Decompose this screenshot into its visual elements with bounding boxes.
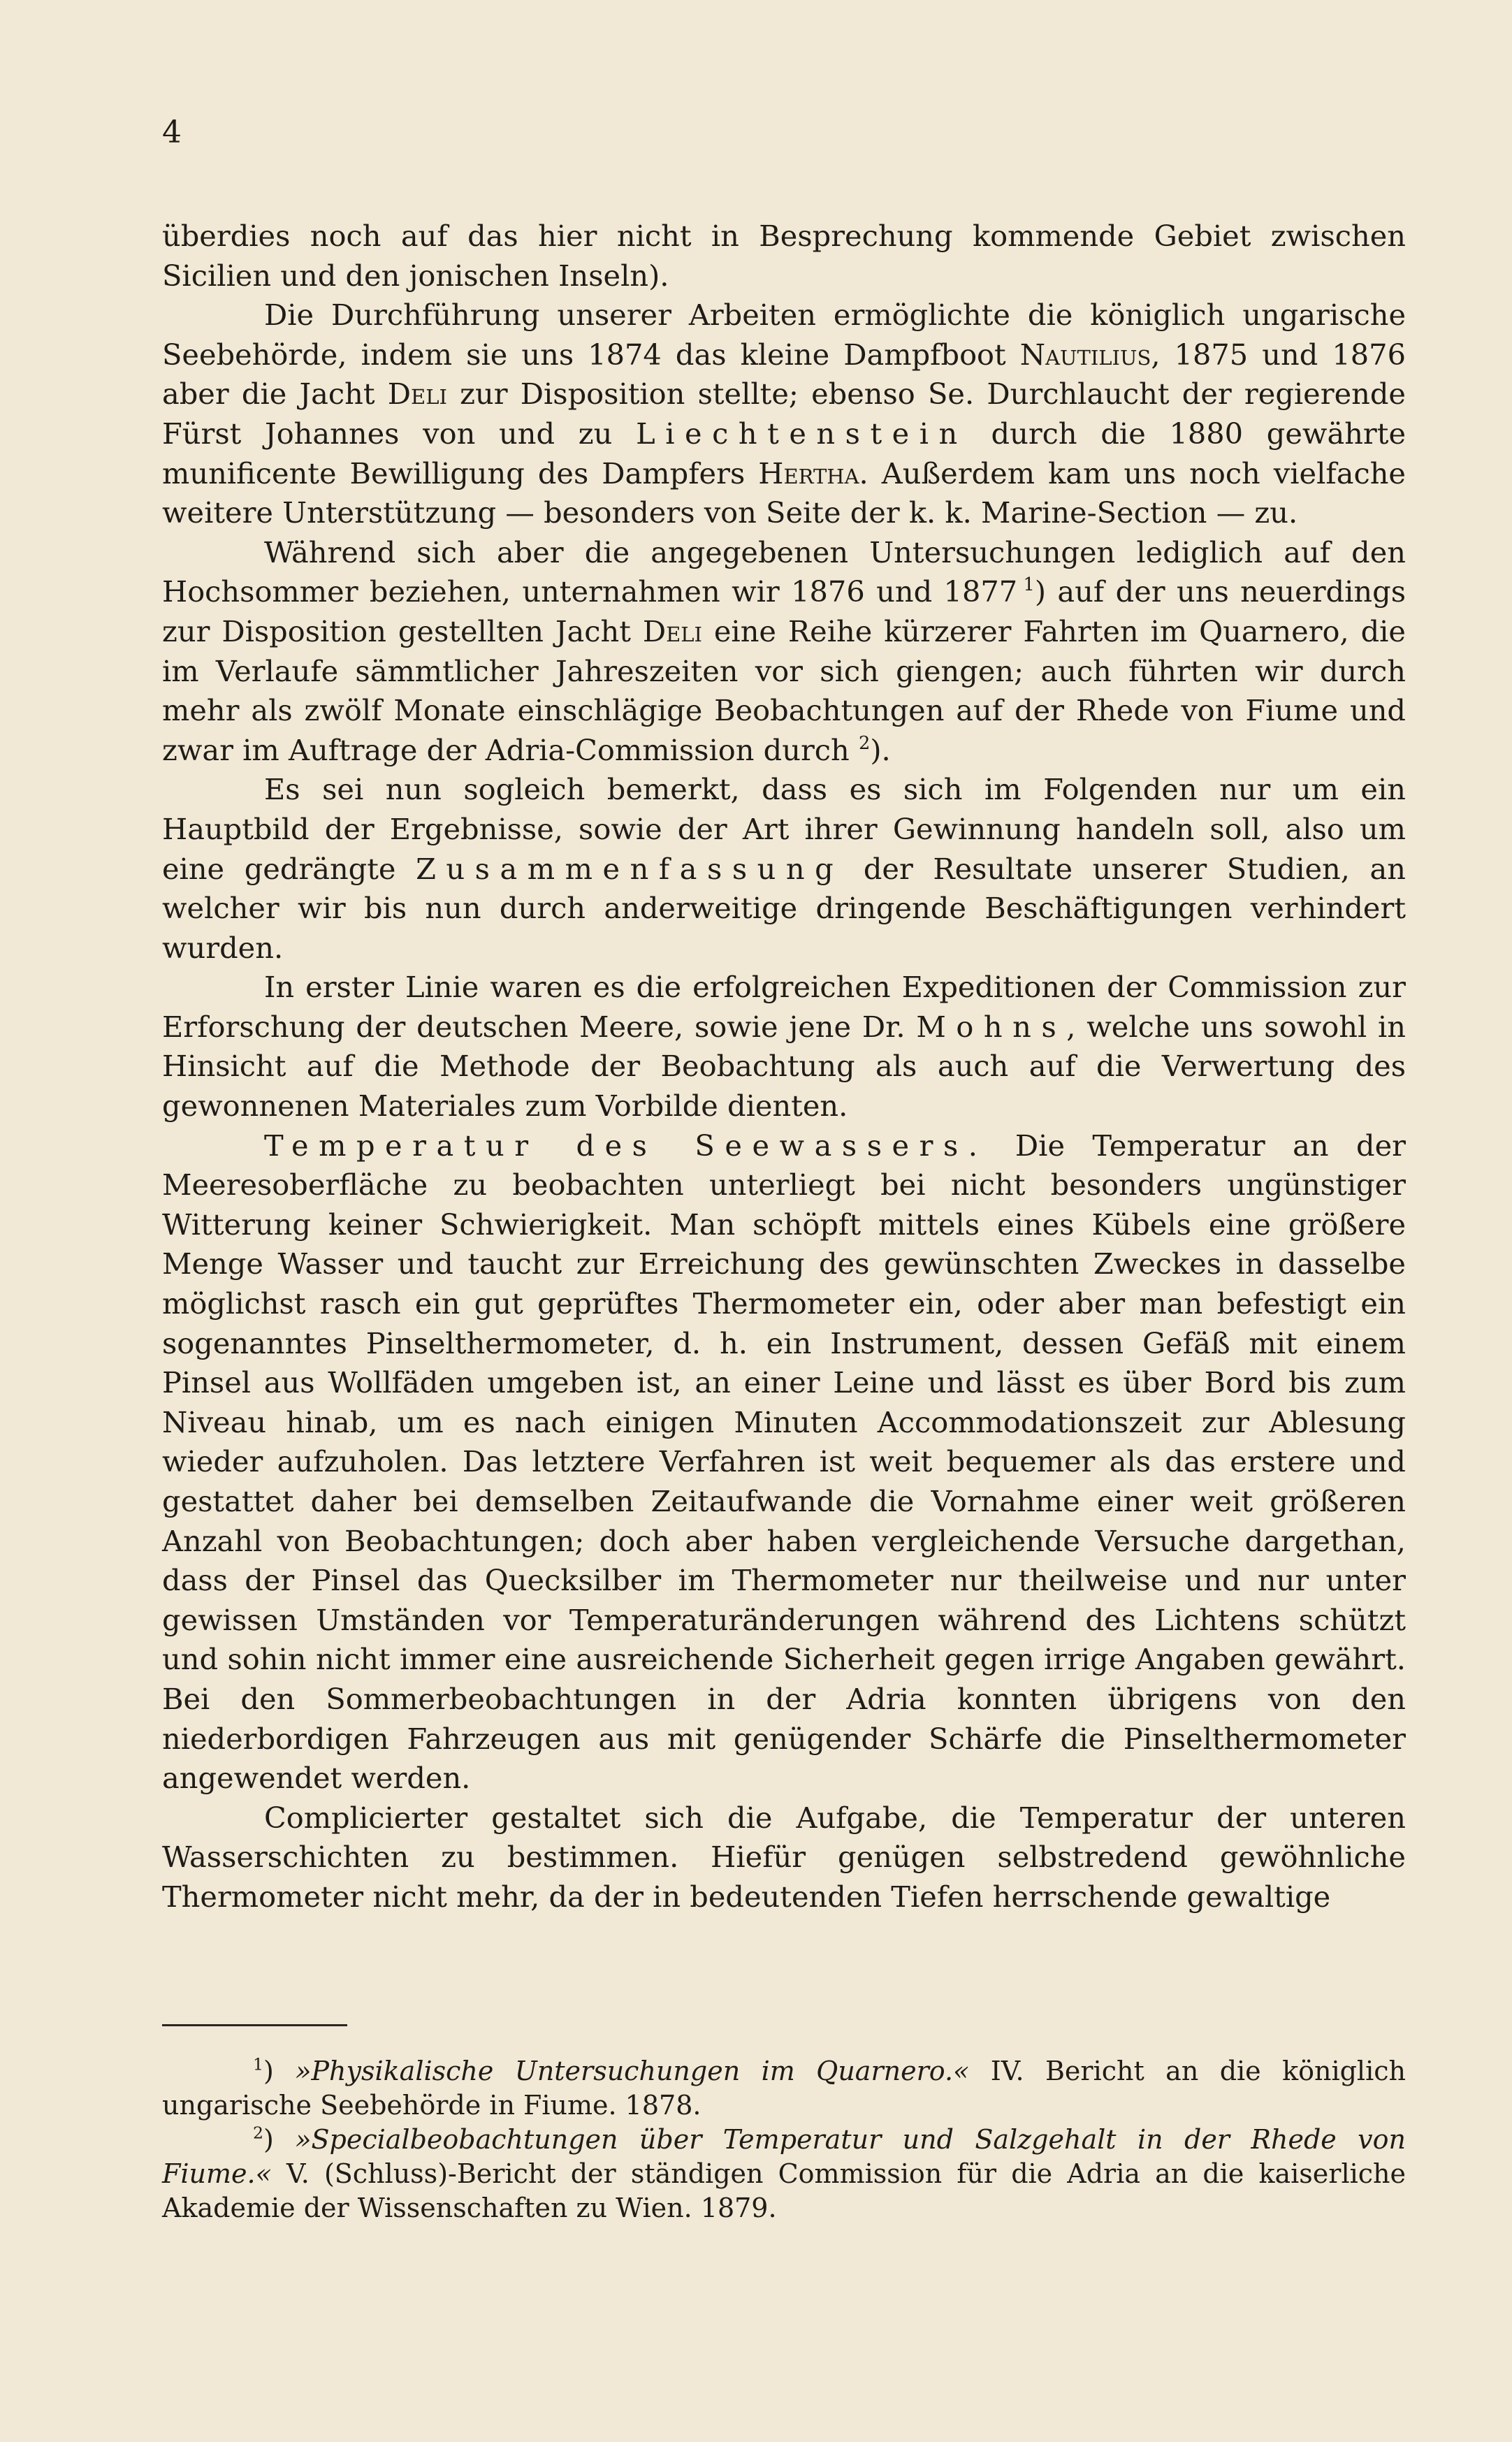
- text-run: ).: [870, 732, 891, 767]
- text-run: der Resultate unserer Studien, an welcher wir bis nun durch anderweitige dringende Beschäftigungen verhindert wurden.: [162, 851, 1406, 965]
- spaced-name-mohns: Mohns: [916, 1009, 1067, 1044]
- footnote-ref-2: 2: [858, 732, 871, 754]
- paragraph-1: überdies noch auf das hier nicht in Besprechung kommende Gebiet zwischen Sicilien und den jonischen Inseln).: [162, 219, 1406, 293]
- footnote-title: »Physikalische Untersuchungen im Quarnero.«: [295, 2056, 970, 2086]
- ship-name-deli: Deli: [387, 377, 447, 412]
- footnotes: [162, 2054, 1406, 2225]
- spaced-name-liechtenstein: Liechtenstein: [636, 416, 968, 451]
- text-run: ) auf der uns neuerdings zur Disposition gestellten Jacht: [162, 574, 1406, 648]
- footnote-marker-close: ): [263, 2124, 274, 2155]
- footnote-text: V. (Schluss)-Bericht der ständigen Commission für die Adria an die kaiserliche Akademie der Wissenschaften zu Wien. 1879.: [162, 2158, 1406, 2223]
- footnote-marker-close: ): [263, 2056, 274, 2086]
- text-run: durch die 1880 gewährte munificente Bewilligung des Dampfers: [162, 416, 1406, 490]
- text-run: , welche uns sowohl in Hinsicht auf die Methode der Beobachtung als auch auf die Verwertung des gewonnenen Materiales zum Vorbilde dienten.: [162, 1009, 1406, 1124]
- section-heading-temperatur: Temperatur des Seewassers.: [264, 1128, 988, 1163]
- spaced-word-zusammenfassung: Zusammenfassung: [416, 851, 844, 886]
- footnote-1: [162, 2054, 1406, 2123]
- paragraph-5: [162, 968, 1406, 1126]
- paragraph-6: [162, 1126, 1406, 1798]
- text-run: . Außerdem kam uns noch vielfache weitere Unterstützung — besonders von Seite der k. k. Marine-Section — zu.: [162, 456, 1406, 530]
- text-run: Die Temperatur an der Meeresoberfläche zu beobachten unterliegt bei nicht besonders ungünstiger Witterung keiner Schwierigkeit. Man schöpft mittels eines Kübels eine größere Menge Wasser und taucht zur Erreichung des gewünschten Zweckes in dasselbe möglichst rasch ein gut geprüftes Thermometer ein, oder aber man befestigt ein sogenanntes Pinselthermometer, d. h. ein Instrument, dessen Gefäß mit einem Pinsel aus Wollfäden umgeben ist, an einer Leine und lässt es über Bord bis zum Niveau hinab, um es nach einigen Minuten Accommodationszeit zur Ablesung wieder aufzuholen. Das letztere Verfahren ist weit bequemer als das erstere und gestattet daher bei demselben Zeitaufwande die Vornahme einer weit größeren Anzahl von Beobachtungen; doch aber haben vergleichende Versuche dargethan, dass der Pinsel das Quecksilber im Thermometer nur theilweise und nur unter gewissen Umständen vor Temperaturänderungen während des Lichtens schützt und sohin nicht immer eine ausreichende Sicherheit gegen irrige Angaben gewährt. Bei den Sommerbeobachtungen in der Adria konnten übrigens von den niederbordigen Fahrzeugen aus mit genügender Schärfe die Pinselthermometer angewendet werden.: [162, 1128, 1406, 1796]
- text-run: Während sich aber die angegebenen Untersuchungen lediglich auf den Hochsommer beziehen, unternahmen wir 1876 und 1877: [162, 535, 1406, 609]
- ship-name-nautilius: Nautilius: [1019, 337, 1151, 372]
- footnote-marker: 2: [253, 2123, 263, 2143]
- paragraph-2: [162, 296, 1406, 533]
- text-run: Die Durchführung unserer Arbeiten ermöglichte die königlich ungarische Seebehörde, indem sie uns 1874 das kleine Dampfboot: [162, 298, 1406, 372]
- paragraph-3: [162, 533, 1406, 771]
- footnote-title: »Specialbeobachtungen über Temperatur und Salzgehalt in der Rhede von Fiume.«: [162, 2124, 1406, 2189]
- text-run: zur Disposition stellte; ebenso Se. Durchlaucht der regierende Fürst Johannes von und zu: [162, 377, 1406, 451]
- text-run: eine Reihe kürzerer Fahrten im Quarnero, die im Verlaufe sämmtlicher Jahreszeiten vor sich giengen; auch führten wir durch mehr als zwölf Monate einschlägige Beobachtungen auf der Rhede von Fiume und zwar im Auftrage der Adria-Commission durch: [162, 613, 1406, 767]
- page-number: 4: [162, 115, 182, 150]
- paragraph-7: Complicierter gestaltet sich die Aufgabe, die Temperatur der unteren Wasserschichten zu bestimmen. Hiefür genügen selbstredend gewöhnliche Thermometer nicht mehr, da der in bedeutenden Tiefen herrschende gewaltige: [162, 1800, 1406, 1914]
- text-run: Es sei nun sogleich bemerkt, dass es sich im Folgenden nur um ein Hauptbild der Ergebnisse, sowie der Art ihrer Gewinnung handeln soll, also um eine gedrängte: [162, 772, 1406, 886]
- footnote-marker: 1: [253, 2054, 263, 2074]
- text-run: , 1875 und 1876 aber die Jacht: [162, 337, 1406, 412]
- paragraph-4: [162, 770, 1406, 968]
- ship-name-hertha: Hertha: [758, 456, 859, 490]
- footnote-divider: [162, 2024, 347, 2026]
- footnote-2: [162, 2123, 1406, 2225]
- body-text: [162, 217, 1406, 1917]
- text-run: In erster Linie waren es die erfolgreichen Expeditionen der Commission zur Erforschung der deutschen Meere, sowie jene Dr.: [162, 970, 1406, 1044]
- ship-name-deli: Deli: [642, 613, 702, 648]
- footnote-ref-1: 1: [1023, 574, 1035, 596]
- footnote-text: IV. Bericht an die königlich ungarische Seebehörde in Fiume. 1878.: [162, 2056, 1406, 2121]
